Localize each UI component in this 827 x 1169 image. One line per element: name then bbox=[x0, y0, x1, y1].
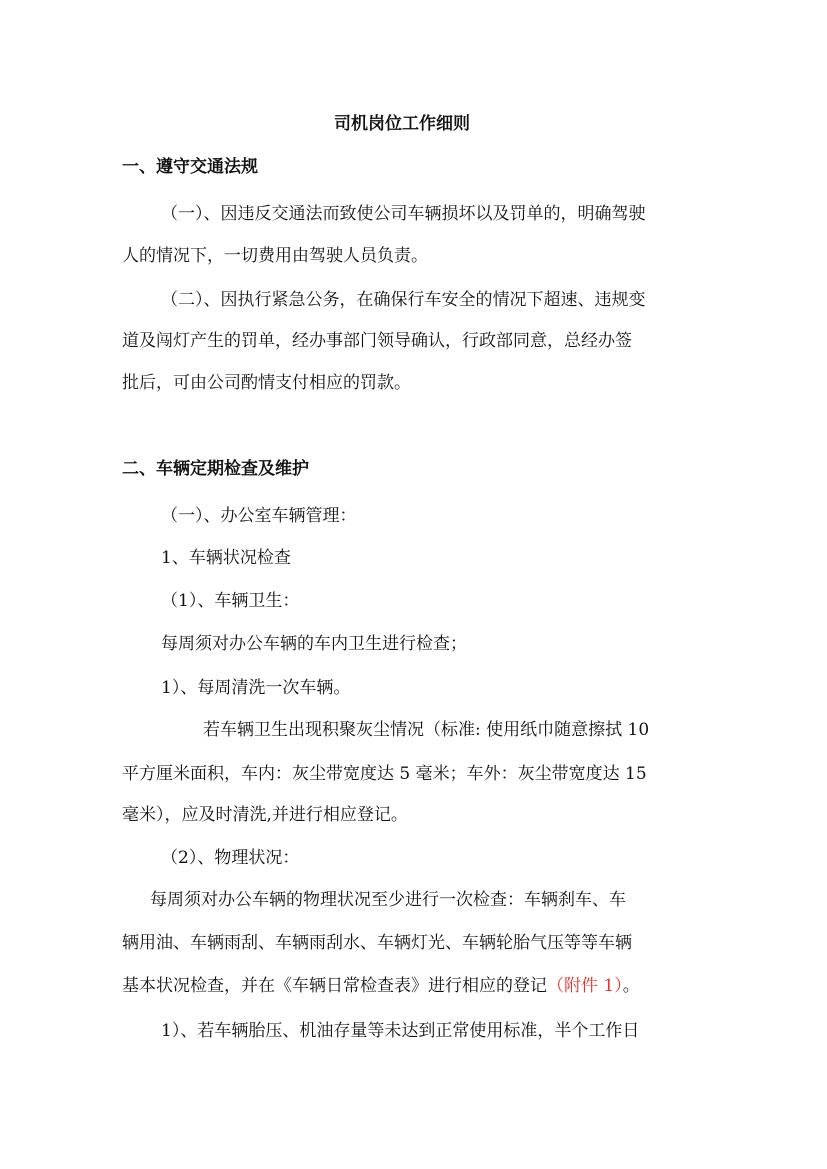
paragraph-text: （一）、因违反交通法而致使公司车辆损坏以及罚单的，明确驾驶 bbox=[161, 204, 646, 224]
paragraph-line: 每周须对办公车辆的物理状况至少进行一次检查：车辆刹车、车 bbox=[150, 890, 626, 910]
paragraph-line: （二）、因执行紧急公务，在确保行车安全的情况下超速、违规变 bbox=[161, 290, 646, 310]
document-title: 司机岗位工作细则 bbox=[334, 114, 470, 134]
paragraph-line: 辆用油、车辆雨刮、车辆雨刮水、车辆灯光、车辆轮胎气压等等车辆 bbox=[122, 933, 632, 953]
paragraph-line: 毫米），应及时清洗,并进行相应登记。 bbox=[122, 805, 408, 825]
paragraph-line: 1）、若车辆胎压、机油存量等未达到正常使用标准，半个工作日 bbox=[161, 1021, 640, 1041]
attachment-reference: （附件 1） bbox=[547, 976, 623, 996]
sentence-end-mark: 。 bbox=[622, 976, 640, 996]
paragraph-line bbox=[122, 975, 640, 997]
paragraph-line: 若车辆卫生出现积聚灰尘情况（标准: 使用纸巾随意擦拭 10 bbox=[203, 720, 650, 740]
section-heading-traffic-laws: 一、遵守交通法规 bbox=[122, 157, 258, 177]
paragraph-line: 平方厘米面积，车内：灰尘带宽度达 5 毫米；车外：灰尘带宽度达 15 bbox=[122, 764, 647, 784]
paragraph-line bbox=[122, 203, 703, 225]
list-item: （一）、办公室车辆管理： bbox=[161, 506, 357, 526]
subheading-physical-condition: （2）、物理状况： bbox=[161, 848, 300, 868]
list-item: （1）、车辆卫生： bbox=[161, 591, 300, 611]
paragraph-text: 基本状况检查，并在《车辆日常检查表》进行相应的登记 bbox=[122, 976, 547, 996]
list-item: 1、车辆状况检查 bbox=[161, 548, 291, 568]
list-item: 1）、每周清洗一次车辆。 bbox=[161, 678, 351, 698]
section-heading-vehicle-inspection: 二、车辆定期检查及维护 bbox=[122, 459, 309, 479]
paragraph-line: 批后，可由公司酌情支付相应的罚款。 bbox=[122, 373, 411, 393]
paragraph-line: 道及闯灯产生的罚单，经办事部门领导确认，行政部同意，总经办签 bbox=[122, 331, 632, 351]
paragraph-line: 人的情况下，一切费用由驾驶人员负责。 bbox=[122, 246, 428, 266]
list-item: 每周须对办公车辆的车内卫生进行检查； bbox=[161, 634, 467, 654]
